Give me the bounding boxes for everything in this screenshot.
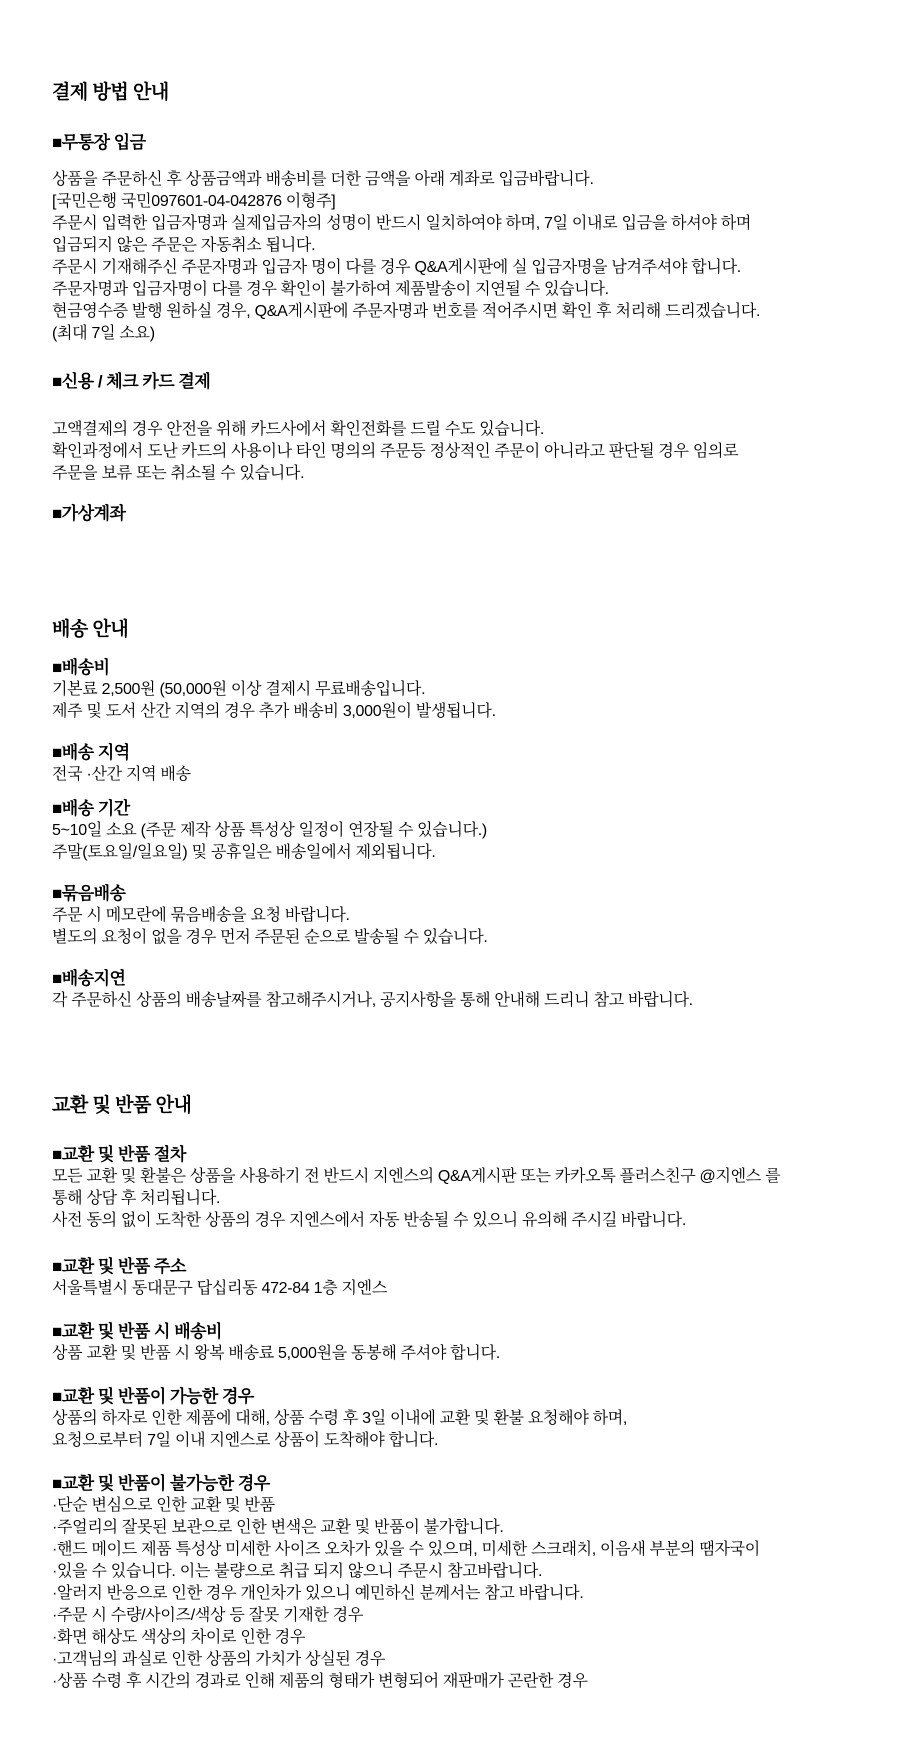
text-line: 주문시 기재해주신 주문자명과 입금자 명이 다를 경우 Q&A게시판에 실 입금자명을 남겨주셔야 합니다. — [52, 259, 741, 276]
text-line: ·단순 변심으로 인한 교환 및 반품 — [52, 1497, 275, 1514]
subsection-shipping-delay — [52, 968, 862, 1012]
text-line: ·화면 해상도 색상의 차이로 인한 경우 — [52, 1629, 306, 1646]
subsection-exchange-return-procedure — [52, 1144, 862, 1232]
subsection-bank-transfer — [52, 132, 862, 345]
section-payment-info — [52, 81, 862, 524]
text-line: 주문시 입력한 입금자명과 실제입금자의 성명이 반드시 일치하여야 하며, 7일 이내로 입금을 하셔야 하며 — [52, 215, 752, 232]
text-line: 주말(토요일/일요일) 및 공휴일은 배송일에서 제외됩니다. — [52, 844, 436, 861]
subsection-credit-check-card — [52, 371, 862, 485]
text-line: ·핸드 메이드 제품 특성상 미세한 사이즈 오차가 있을 수 있으며, 미세한 스크래치, 이음새 부분의 땜자국이 — [52, 1541, 760, 1558]
subsection-heading-bank-transfer: ■무통장 입금 — [52, 133, 146, 152]
text-line: ·주문 시 수량/사이즈/색상 등 잘못 기재한 경우 — [52, 1607, 363, 1624]
text-line: 기본료 2,500원 (50,000원 이상 결제시 무료배송입니다. — [52, 681, 426, 698]
subsection-heading-exchange-return-possible: ■교환 및 반품이 가능한 경우 — [52, 1387, 254, 1406]
text-line: 전국 ·산간 지역 배송 — [52, 766, 191, 783]
subsection-heading-bundle-shipping: ■묶음배송 — [52, 884, 126, 903]
text-line: 상품 교환 및 반품 시 왕복 배송료 5,000원을 동봉해 주셔야 합니다. — [52, 1345, 500, 1362]
text-line: 제주 및 도서 산간 지역의 경우 추가 배송비 3,000원이 발생됩니다. — [52, 703, 496, 720]
text-line: 요청으로부터 7일 이내 지엔스로 상품이 도착해야 합니다. — [52, 1432, 439, 1449]
text-line: 서울특별시 동대문구 답십리동 472-84 1층 지엔스 — [52, 1280, 387, 1297]
text-line: ·주얼리의 잘못된 보관으로 인한 변색은 교환 및 반품이 불가합니다. — [52, 1519, 504, 1536]
subsection-heading-exchange-return-address: ■교환 및 반품 주소 — [52, 1257, 186, 1276]
text-line: 입금되지 않은 주문은 자동취소 됩니다. — [52, 237, 316, 254]
text-line: 상품을 주문하신 후 상품금액과 배송비를 더한 금액을 아래 계좌로 입금바랍니다. — [52, 171, 594, 188]
text-line: ·있을 수 있습니다. 이는 불량으로 취급 되지 않으니 주문시 참고바랍니다. — [52, 1563, 543, 1580]
subsection-heading-shipping-fee: ■배송비 — [52, 658, 110, 677]
subsection-heading-exchange-return-procedure: ■교환 및 반품 절차 — [52, 1145, 186, 1164]
subsection-heading-credit-check-card: ■신용 / 체크 카드 결제 — [52, 372, 211, 391]
subsection-heading-shipping-delay: ■배송지연 — [52, 969, 126, 988]
subsection-exchange-return-possible — [52, 1386, 862, 1452]
section-title-exchange-return-info: 교환 및 반품 안내 — [52, 1095, 192, 1116]
subsection-heading-exchange-return-shipping-fee: ■교환 및 반품 시 배송비 — [52, 1322, 222, 1341]
text-line: 5~10일 소요 (주문 제작 상품 특성상 일정이 연장될 수 있습니다.) — [52, 822, 487, 839]
text-line: 고액결제의 경우 안전을 위해 카드사에서 확인전화를 드릴 수도 있습니다. — [52, 421, 544, 438]
subsection-exchange-return-impossible — [52, 1473, 862, 1693]
text-line: 확인과정에서 도난 카드의 사용이나 타인 명의의 주문등 정상적인 주문이 아니라고 판단될 경우 임의로 — [52, 443, 739, 460]
subsection-shipping-area — [52, 742, 862, 786]
text-line: (최대 7일 소요) — [52, 325, 155, 342]
text-line: 별도의 요청이 없을 경우 먼저 주문된 순으로 발송될 수 있습니다. — [52, 929, 488, 946]
text-line: 사전 동의 없이 도착한 상품의 경우 지엔스에서 자동 반송될 수 있으니 유의해 주시길 바랍니다. — [52, 1212, 686, 1229]
section-exchange-return-info — [52, 1094, 862, 1693]
text-line: 모든 교환 및 환불은 상품을 사용하기 전 반드시 지엔스의 Q&A게시판 또는 카카오톡 플러스친구 @지엔스 를 — [52, 1168, 781, 1185]
subsection-heading-exchange-return-impossible: ■교환 및 반품이 불가능한 경우 — [52, 1474, 270, 1493]
section-title-payment-info: 결제 방법 안내 — [52, 82, 169, 103]
text-line: 상품의 하자로 인한 제품에 대해, 상품 수령 후 3일 이내에 교환 및 환불 요청해야 하며, — [52, 1410, 628, 1427]
text-line: [국민은행 국민097601-04-042876 이형주] — [52, 193, 336, 210]
text-line: ·고객님의 과실로 인한 상품의 가치가 상실된 경우 — [52, 1651, 386, 1668]
subsection-heading-shipping-period: ■배송 기간 — [52, 799, 130, 818]
text-line: 현금영수증 발행 원하실 경우, Q&A게시판에 주문자명과 번호를 적어주시면 확인 후 처리해 드리겠습니다. — [52, 303, 761, 320]
section-shipping-info — [52, 618, 862, 1012]
subsection-exchange-return-address — [52, 1256, 862, 1300]
subsection-shipping-period — [52, 798, 862, 864]
text-line: 주문 시 메모란에 묶음배송을 요청 바랍니다. — [52, 907, 350, 924]
section-title-shipping-info: 배송 안내 — [52, 619, 129, 640]
text-line: ·상품 수령 후 시간의 경과로 인해 제품의 형태가 변형되어 재판매가 곤란한 경우 — [52, 1673, 588, 1690]
text-line: 통해 상담 후 처리됩니다. — [52, 1190, 221, 1207]
subsection-heading-virtual-account: ■가상계좌 — [52, 504, 126, 523]
subsection-heading-shipping-area: ■배송 지역 — [52, 743, 130, 762]
subsection-bundle-shipping — [52, 883, 862, 949]
subsection-virtual-account — [52, 503, 862, 524]
text-line: ·알러지 반응으로 인한 경우 개인차가 있으니 예민하신 분께서는 참고 바랍니다. — [52, 1585, 584, 1602]
subsection-exchange-return-shipping-fee — [52, 1321, 862, 1365]
text-line: 주문을 보류 또는 취소될 수 있습니다. — [52, 465, 305, 482]
text-line: 주문자명과 입금자명이 다를 경우 확인이 불가하여 제품발송이 지연될 수 있습니다. — [52, 281, 609, 298]
subsection-shipping-fee — [52, 657, 862, 723]
text-line: 각 주문하신 상품의 배송날짜를 참고해주시거나, 공지사항을 통해 안내해 드리니 참고 바랍니다. — [52, 992, 693, 1009]
